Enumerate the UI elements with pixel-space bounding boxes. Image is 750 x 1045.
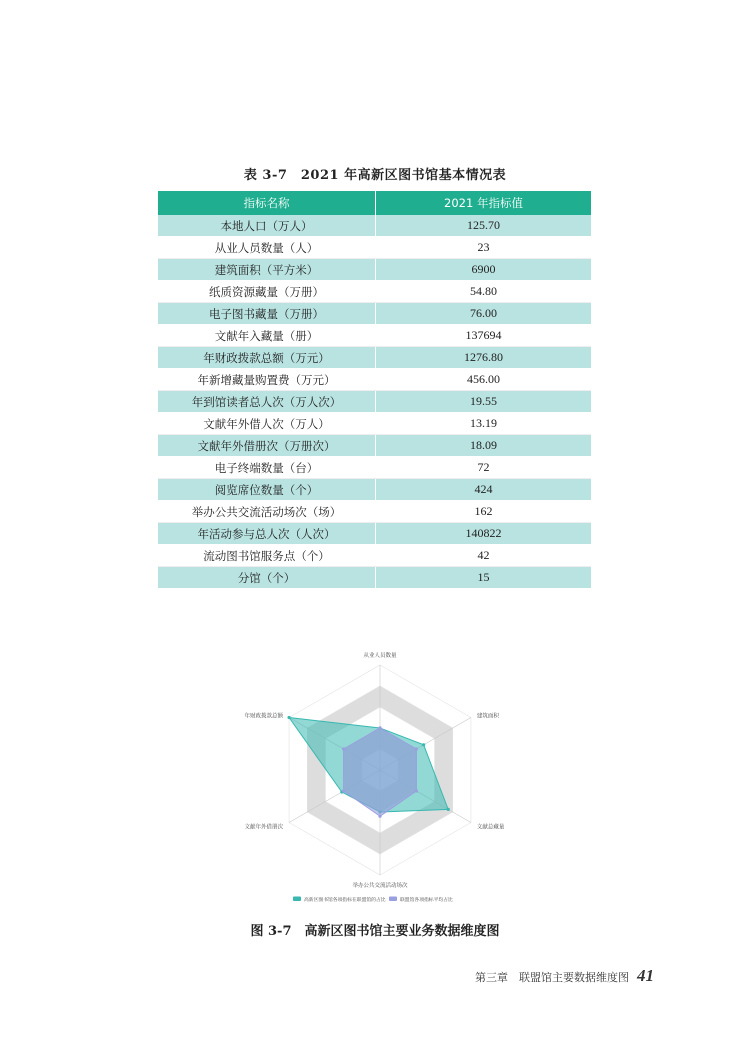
axis-label: 文献年外借册次 [244, 824, 284, 831]
series-point [342, 789, 345, 792]
indicator-value-cell: 54.80 [376, 281, 592, 303]
header-indicator-name: 指标名称 [158, 191, 376, 215]
indicator-name-cell: 电子终端数量（台） [158, 457, 376, 479]
series-point [378, 726, 381, 729]
indicator-name-cell: 电子图书藏量（万册） [158, 303, 376, 325]
indicator-name-cell: 流动图书馆服务点（个） [158, 545, 376, 567]
table-row [158, 281, 591, 303]
series-point [378, 815, 381, 818]
table-row [158, 479, 591, 501]
series-point [415, 789, 418, 792]
indicator-value-cell: 1276.80 [376, 347, 592, 369]
indicator-name-cell: 年财政拨款总额（万元） [158, 347, 376, 369]
series-point [287, 716, 290, 719]
table-row [158, 435, 591, 457]
axis-label: 从业人员数量 [363, 653, 397, 659]
series-point [342, 747, 345, 750]
table-row [158, 567, 591, 589]
indicator-name-cell: 建筑面积（平方米） [158, 259, 376, 281]
table-row [158, 501, 591, 523]
indicator-value-cell: 18.09 [376, 435, 592, 457]
indicator-name-cell: 阅览席位数量（个） [158, 479, 376, 501]
table-row [158, 303, 591, 325]
indicator-value-cell: 13.19 [376, 413, 592, 435]
indicator-value-cell: 140822 [376, 523, 592, 545]
indicator-value-cell: 15 [376, 567, 592, 589]
indicator-name-cell: 从业人员数量（人） [158, 237, 376, 259]
indicator-value-cell: 72 [376, 457, 592, 479]
legend-label: 联盟馆各项指标平均占比 [400, 898, 453, 903]
figure-caption: 图 3-7 高新区图书馆主要业务数据维度图 [250, 924, 500, 939]
legend-swatch [389, 897, 397, 902]
axis-label: 年财政拨款总额 [244, 713, 284, 720]
chapter-title: 第三章 联盟馆主要数据维度图 [475, 971, 629, 984]
table-row [158, 457, 591, 479]
indicator-name-cell: 年活动参与总人次（人次） [158, 523, 376, 545]
indicator-name-cell: 本地人口（万人） [158, 215, 376, 237]
axis-label: 举办公共交流活动场次 [352, 883, 408, 889]
indicator-name-cell: 年新增藏量购置费（万元） [158, 369, 376, 391]
indicator-name-cell: 文献年外借人次（万人） [158, 413, 376, 435]
indicator-name-cell: 举办公共交流活动场次（场） [158, 501, 376, 523]
legend-label: 高新区图书馆各项指标在联盟馆的占比 [304, 898, 386, 903]
table-row [158, 325, 591, 347]
table-row [158, 523, 591, 545]
table-header-row [158, 191, 591, 215]
indicator-name-cell: 文献年入藏量（册） [158, 325, 376, 347]
series-point [415, 747, 418, 750]
indicator-name-cell: 纸质资源藏量（万册） [158, 281, 376, 303]
page-footer [475, 966, 654, 986]
indicator-value-cell: 42 [376, 545, 592, 567]
header-indicator-value: 2021 年指标值 [376, 191, 592, 215]
table-row [158, 413, 591, 435]
indicator-value-cell: 19.55 [376, 391, 592, 413]
legend-swatch [293, 897, 301, 902]
table-row [158, 347, 591, 369]
indicator-value-cell: 23 [376, 237, 592, 259]
indicator-value-cell: 137694 [376, 325, 592, 347]
table-row [158, 391, 591, 413]
series-point [447, 808, 450, 811]
indicator-value-cell: 125.70 [376, 215, 592, 237]
indicator-value-cell: 76.00 [376, 303, 592, 325]
table-row [158, 259, 591, 281]
page-number: 41 [637, 966, 654, 985]
table-row [158, 237, 591, 259]
indicator-value-cell: 424 [376, 479, 592, 501]
axis-label: 文献总藏量 [476, 824, 505, 831]
indicator-value-cell: 6900 [376, 259, 592, 281]
table-row [158, 215, 591, 237]
indicator-name-cell: 年到馆读者总人次（万人次） [158, 391, 376, 413]
axis-label: 建筑面积 [476, 713, 499, 720]
indicator-value-cell: 456.00 [376, 369, 592, 391]
table-title: 表 3-7 2021 年高新区图书馆基本情况表 [243, 168, 507, 183]
info-table [158, 191, 591, 589]
table-row [158, 545, 591, 567]
indicator-name-cell: 文献年外借册次（万册次） [158, 435, 376, 457]
indicator-name-cell: 分馆（个） [158, 567, 376, 589]
series-point [422, 743, 425, 746]
indicator-value-cell: 162 [376, 501, 592, 523]
table-row [158, 369, 591, 391]
radar-chart [200, 615, 550, 905]
